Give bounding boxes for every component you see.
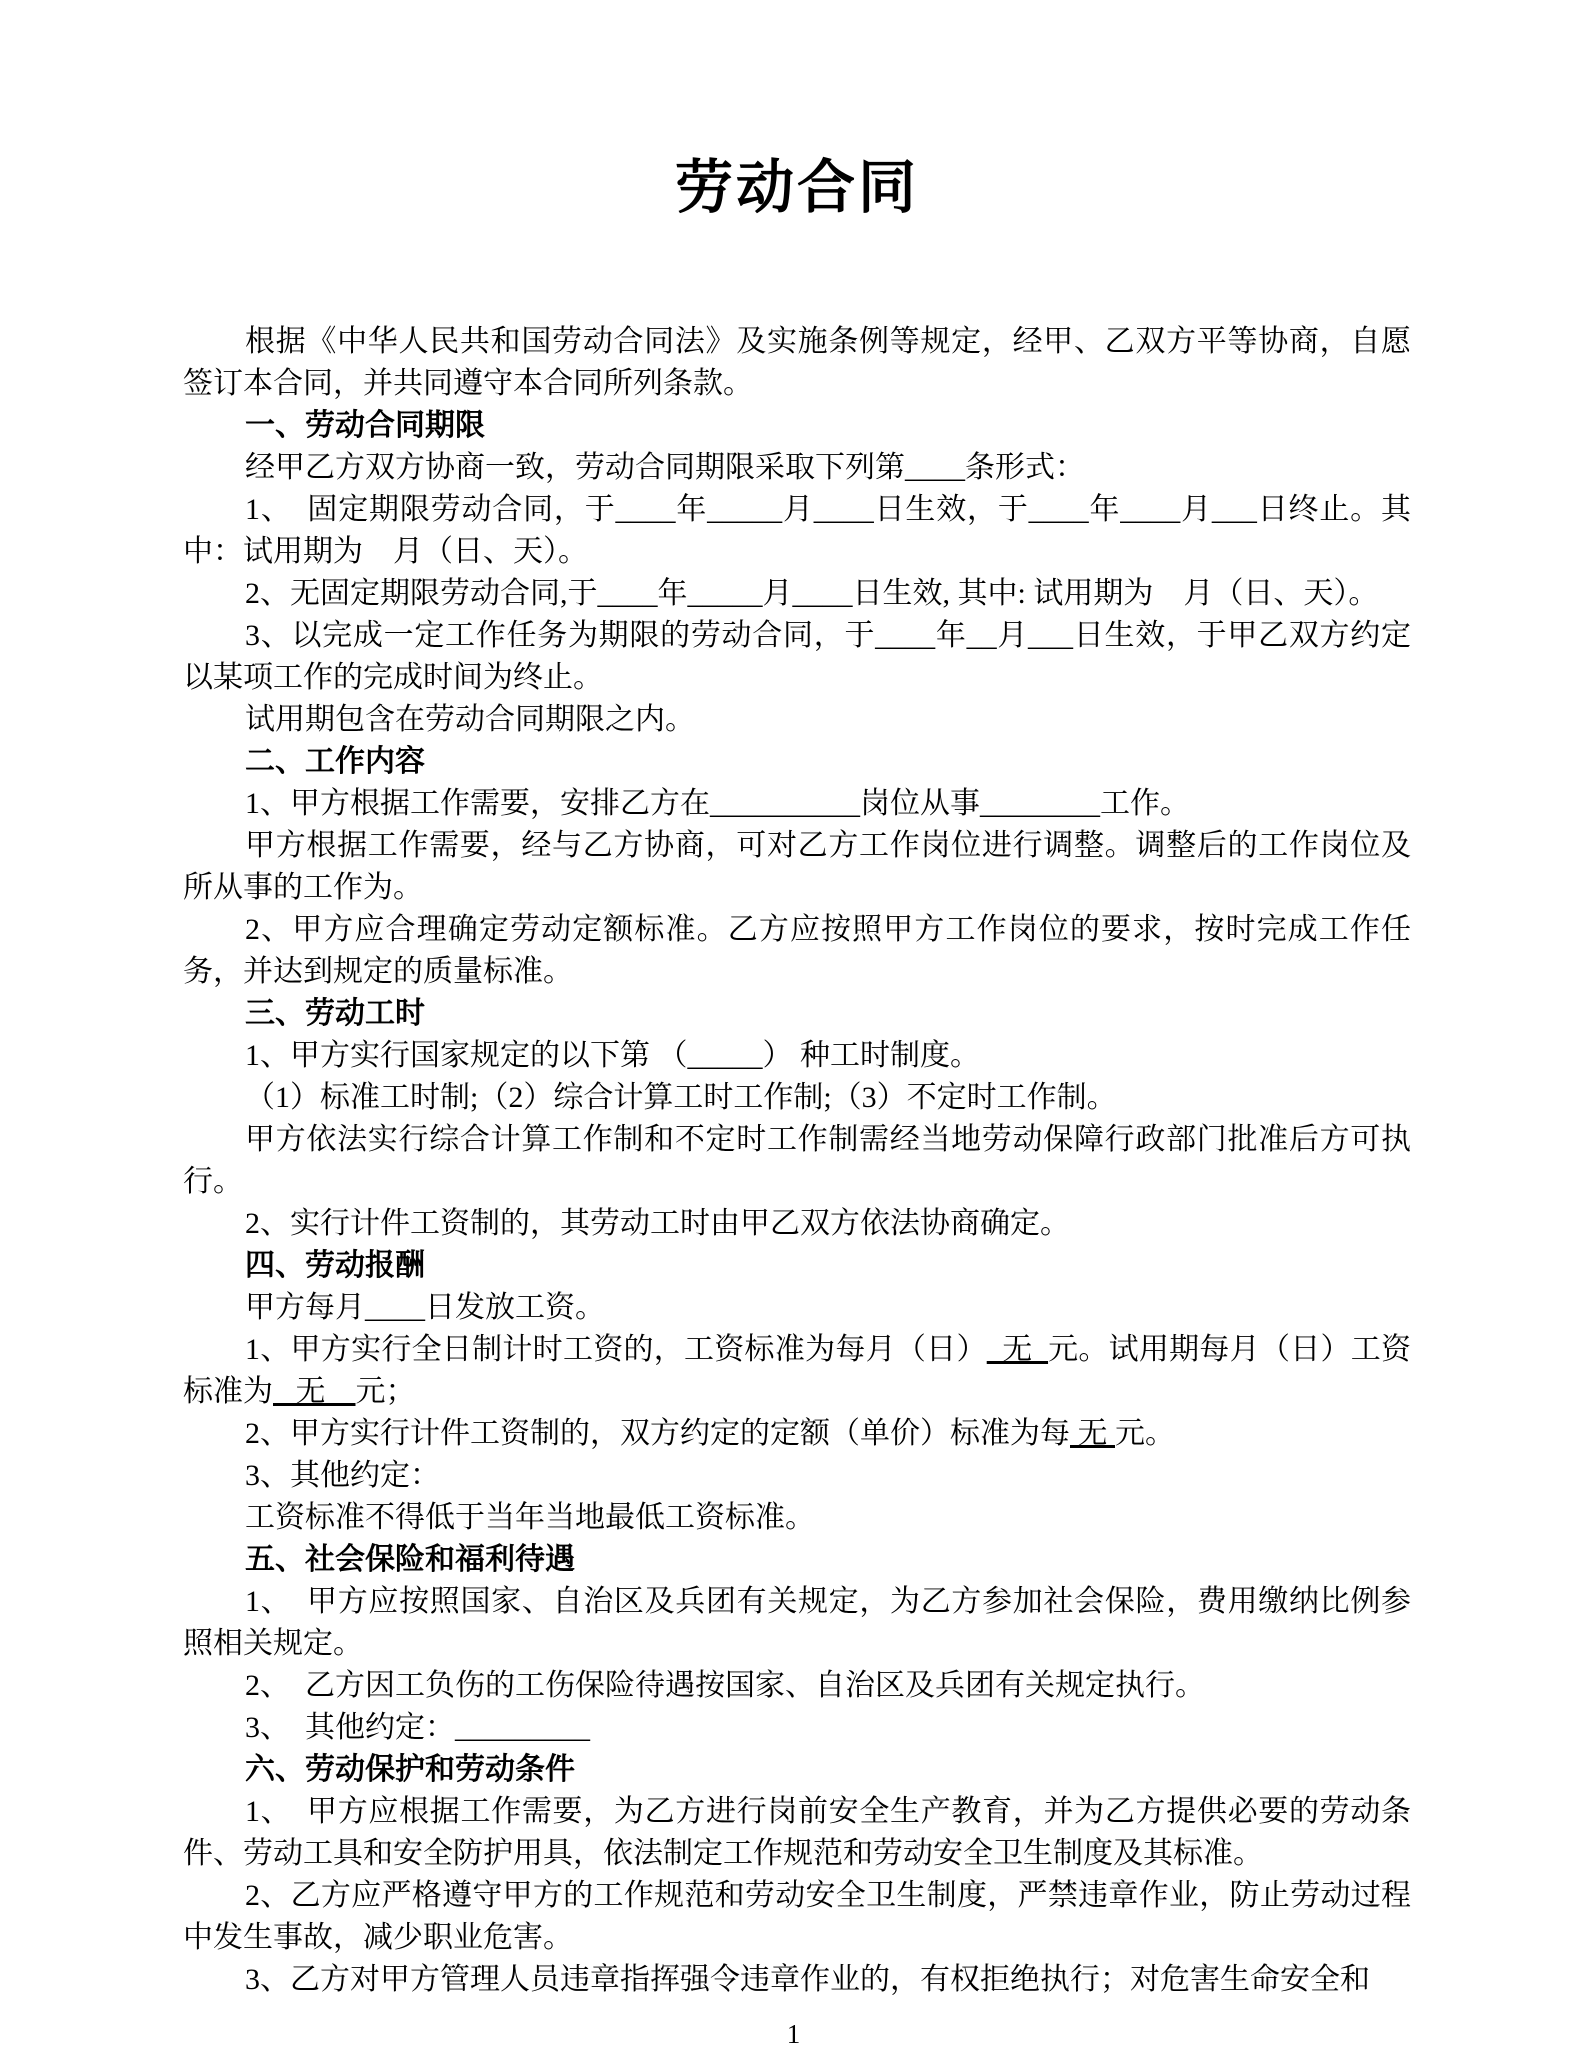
paragraph: 3、以完成一定工作任务为期限的劳动合同，于____年__月___日生效，于甲乙双方约定以某项工作的完成时间为终止。 — [183, 619, 1411, 694]
paragraph: 3、 其他约定：_________ — [245, 1711, 590, 1744]
paragraph: 2、乙方应严格遵守甲方的工作规范和劳动安全卫生制度，严禁违章作业，防止劳动过程中发生事故，减少职业危害。 — [183, 1879, 1411, 1954]
paragraph — [183, 1413, 1411, 1455]
paragraph: 2、实行计件工资制的，其劳动工时由甲乙双方依法协商确定。 — [245, 1207, 1070, 1240]
paragraph: 甲方根据工作需要，经与乙方协商，可对乙方工作岗位进行调整。调整后的工作岗位及所从事的工作为。 — [183, 829, 1411, 904]
paragraph: 经甲乙方双方协商一致，劳动合同期限采取下列第____条形式： — [245, 451, 1085, 484]
paragraph: 1、 甲方应按照国家、自治区及兵团有关规定，为乙方参加社会保险，费用缴纳比例参照相关规定。 — [183, 1585, 1411, 1660]
filled-blank-value: 无 — [273, 1375, 356, 1408]
text-run: 2、甲方实行计件工资制的，双方约定的定额（单价）标准为每 — [245, 1417, 1070, 1450]
text-run: 元。 — [1115, 1417, 1175, 1450]
paragraph: 3、其他约定： — [245, 1459, 440, 1492]
text-run: 元； — [355, 1375, 416, 1408]
section-heading: 一、劳动合同期限 — [245, 409, 485, 442]
paragraph — [183, 1329, 1411, 1413]
paragraph: 甲方每月____日发放工资。 — [245, 1291, 605, 1324]
paragraph: 工资标准不得低于当年当地最低工资标准。 — [245, 1501, 815, 1534]
paragraph: 甲方依法实行综合计算工作制和不定时工作制需经当地劳动保障行政部门批准后方可执行。 — [183, 1123, 1411, 1198]
paragraph: 2、无固定期限劳动合同,于____年_____月____日生效, 其中: 试用期为 月（日、天）。 — [245, 577, 1379, 610]
paragraph: 试用期包含在劳动合同期限之内。 — [245, 703, 695, 736]
section-heading: 六、劳动保护和劳动条件 — [245, 1753, 575, 1786]
paragraph: 1、甲方根据工作需要，安排乙方在__________岗位从事________工作。 — [245, 787, 1190, 820]
text-run: 1、甲方实行全日制计时工资的，工资标准为每月（日） — [245, 1333, 987, 1366]
section-heading: 三、劳动工时 — [245, 997, 425, 1030]
paragraph: 1、 固定期限劳动合同，于____年_____月____日生效，于____年____月___日终止。其中：试用期为 月（日、天）。 — [183, 493, 1411, 568]
section-heading: 二、工作内容 — [245, 745, 425, 778]
document-title: 劳动合同 — [674, 155, 919, 220]
document-body — [183, 155, 1412, 2001]
paragraph: （1）标准工时制;（2）综合计算工时工作制;（3）不定时工作制。 — [245, 1081, 1117, 1114]
paragraph: 3、乙方对甲方管理人员违章指挥强令违章作业的，有权拒绝执行；对危害生命安全和 — [245, 1963, 1370, 1996]
paragraph: 2、 乙方因工负伤的工伤保险待遇按国家、自治区及兵团有关规定执行。 — [245, 1669, 1205, 1702]
page-number: 1 — [786, 2019, 801, 2049]
paragraph: 1、 甲方应根据工作需要，为乙方进行岗前安全生产教育，并为乙方提供必要的劳动条件、劳动工具和安全防护用具，依法制定工作规范和劳动安全卫生制度及其标准。 — [183, 1795, 1411, 1870]
section-heading: 五、社会保险和福利待遇 — [245, 1543, 575, 1576]
paragraph: 2、甲方应合理确定劳动定额标准。乙方应按照甲方工作岗位的要求，按时完成工作任务，并达到规定的质量标准。 — [183, 913, 1411, 988]
paragraph: 根据《中华人民共和国劳动合同法》及实施条例等规定，经甲、乙双方平等协商，自愿签订本合同，并共同遵守本合同所列条款。 — [183, 325, 1411, 400]
paragraph: 1、甲方实行国家规定的以下第 （_____） 种工时制度。 — [245, 1039, 980, 1072]
section-heading: 四、劳动报酬 — [245, 1249, 425, 1282]
filled-blank-value: 无 — [986, 1333, 1049, 1366]
text-run: 元。试用期每月（日）工资标准为 — [183, 1333, 1412, 1408]
filled-blank-value: 无 — [1070, 1417, 1115, 1450]
